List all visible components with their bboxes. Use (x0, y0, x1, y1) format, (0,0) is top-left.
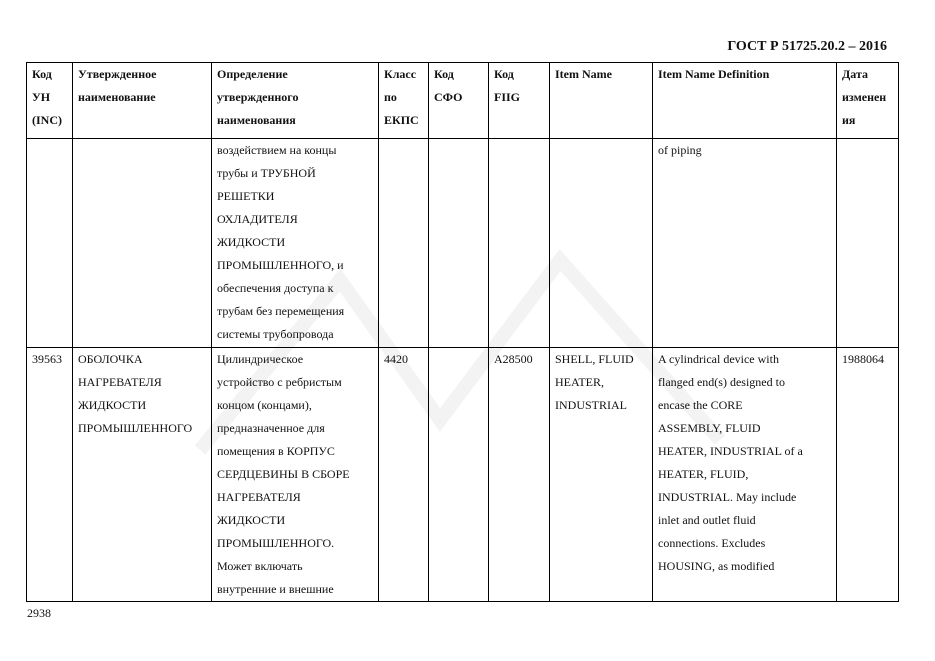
column-header-line: Дата (842, 67, 868, 81)
column-header (429, 63, 489, 139)
cell-text-line: ПРОМЫШЛЕННОГО. (217, 536, 335, 550)
cell-text-line: INDUSTRIAL. May include (658, 490, 797, 504)
cell-text-line: внутренние и внешние (217, 582, 334, 596)
cell-text-line: НАГРЕВАТЕЛЯ (78, 375, 162, 389)
column-header (653, 63, 837, 139)
cell-text-line: воздействием на концы (217, 143, 337, 157)
column-header-line: изменен (842, 90, 887, 104)
item-name-cell (550, 139, 653, 348)
definition-cell (212, 348, 379, 602)
change-date-cell (837, 348, 899, 602)
column-header-line: Утвержденное (78, 67, 157, 81)
cell-text-line: ЖИДКОСТИ (217, 513, 286, 527)
column-header (73, 63, 212, 139)
column-header-line: УН (32, 90, 51, 104)
class-cell (379, 139, 429, 348)
cell-text-line: of piping (658, 143, 702, 157)
column-header-line: Код (494, 67, 514, 81)
cell-text-line: 4420 (384, 352, 408, 366)
inc-cell (27, 348, 73, 602)
item-definition-cell (653, 348, 837, 602)
cell-text-line: НАГРЕВАТЕЛЯ (217, 490, 301, 504)
column-header-line: ЕКПС (384, 113, 419, 127)
approved-name-cell (73, 139, 212, 348)
class-cell (379, 348, 429, 602)
column-header-line: СФО (434, 90, 463, 104)
column-header-line: по (384, 90, 397, 104)
inc-cell (27, 139, 73, 348)
change-date-cell (837, 139, 899, 348)
cell-text-line: HEATER, INDUSTRIAL of a (658, 444, 803, 458)
table-row (27, 139, 899, 348)
cell-text-line: трубам без перемещения (217, 304, 345, 318)
cell-text-line: ЖИДКОСТИ (217, 235, 286, 249)
cell-text-line: концом (концами), (217, 398, 312, 412)
table-row (27, 348, 899, 602)
item-definition-cell (653, 139, 837, 348)
cell-text-line: A cylindrical device with (658, 352, 779, 366)
column-header-line: наименования (217, 113, 296, 127)
cell-text-line: предназначенное для (217, 421, 325, 435)
cell-text-line: connections. Excludes (658, 536, 766, 550)
cell-text-line: Цилиндрическое (217, 352, 304, 366)
column-header-line: FIIG (494, 90, 521, 104)
column-header (379, 63, 429, 139)
cell-text-line: HEATER, (555, 375, 604, 389)
cell-text-line: encase the CORE (658, 398, 743, 412)
cell-text-line: ОБОЛОЧКА (78, 352, 143, 366)
definition-cell (212, 139, 379, 348)
column-header (212, 63, 379, 139)
cell-text-line: обеспечения доступа к (217, 281, 334, 295)
column-header-line: Класс (384, 67, 417, 81)
column-header-line: Код (32, 67, 52, 81)
cell-text-line: Может включать (217, 559, 303, 573)
cell-text-line: INDUSTRIAL (555, 398, 627, 412)
column-header-line: Item Name (555, 67, 612, 81)
cell-text-line: ПРОМЫШЛЕННОГО, и (217, 258, 344, 272)
cell-text-line: 39563 (32, 352, 62, 366)
cell-text-line: A28500 (494, 352, 533, 366)
sfo-cell (429, 139, 489, 348)
item-name-cell (550, 348, 653, 602)
table-header-row (27, 63, 899, 139)
catalog-table (26, 62, 899, 602)
approved-name-cell (73, 348, 212, 602)
column-header (27, 63, 73, 139)
standard-designation: ГОСТ Р 51725.20.2 – 2016 (727, 39, 887, 54)
column-header-line: Item Name Definition (658, 67, 770, 81)
cell-text-line: SHELL, FLUID (555, 352, 634, 366)
cell-text-line: HOUSING, as modified (658, 559, 775, 573)
cell-text-line: устройство с ребристым (217, 375, 342, 389)
cell-text-line: ASSEMBLY, FLUID (658, 421, 761, 435)
column-header-line: (INC) (32, 113, 62, 127)
cell-text-line: 1988064 (842, 352, 884, 366)
column-header-line: Определение (217, 67, 288, 81)
cell-text-line: ЖИДКОСТИ (78, 398, 147, 412)
column-header-line: наименование (78, 90, 156, 104)
sfo-cell (429, 348, 489, 602)
column-header (550, 63, 653, 139)
cell-text-line: помещения в КОРПУС (217, 444, 335, 458)
cell-text-line: flanged end(s) designed to (658, 375, 785, 389)
column-header (489, 63, 550, 139)
cell-text-line: ОХЛАДИТЕЛЯ (217, 212, 298, 226)
cell-text-line: HEATER, FLUID, (658, 467, 749, 481)
cell-text-line: системы трубопровода (217, 327, 334, 341)
column-header (837, 63, 899, 139)
fiig-cell (489, 348, 550, 602)
column-header-line: Код (434, 67, 454, 81)
cell-text-line: РЕШЕТКИ (217, 189, 275, 203)
cell-text-line: СЕРДЦЕВИНЫ В СБОРЕ (217, 467, 350, 481)
cell-text-line: ПРОМЫШЛЕННОГО (78, 421, 193, 435)
cell-text-line: inlet and outlet fluid (658, 513, 756, 527)
fiig-cell (489, 139, 550, 348)
column-header-line: утвержденного (217, 90, 299, 104)
column-header-line: ия (842, 113, 856, 127)
cell-text-line: трубы и ТРУБНОЙ (217, 166, 316, 180)
page-number: 2938 (27, 606, 51, 620)
